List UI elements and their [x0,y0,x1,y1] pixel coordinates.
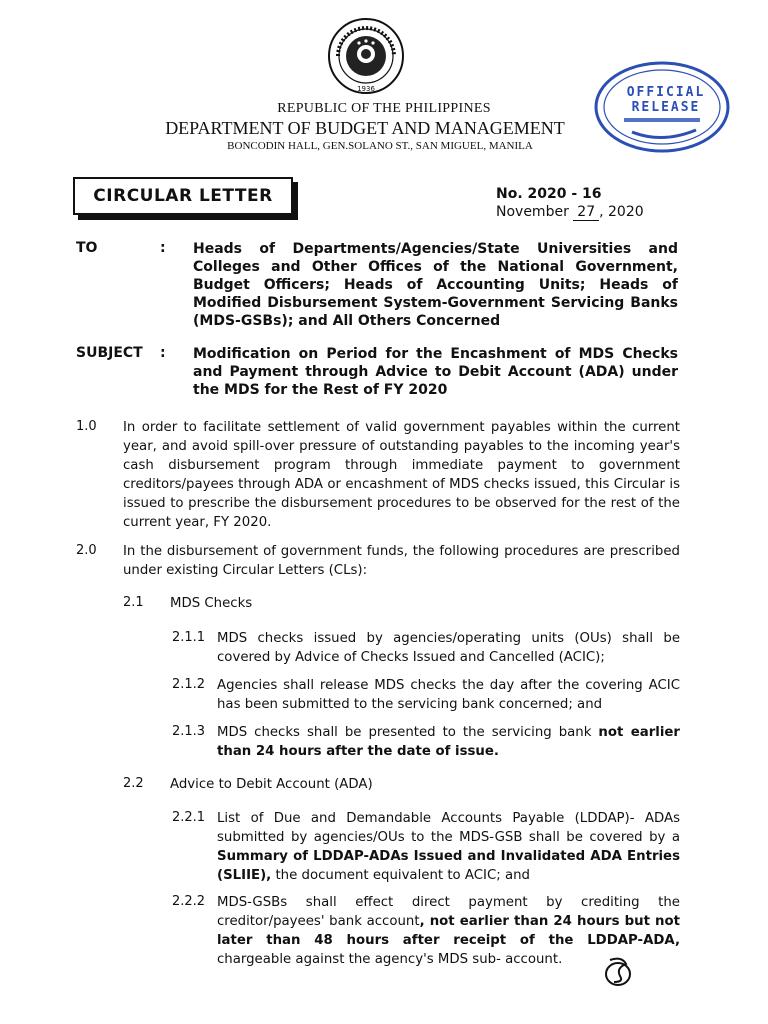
section-2-1-heading: MDS Checks [170,596,253,611]
subject-text: Modification on Period for the Encashment of MDS Checks and Payment through Advice to Debit Account (ADA) under the MDS for the Rest of FY 2020 [193,346,678,398]
svg-text:1936: 1936 [357,85,375,93]
section-2-2-1 [217,809,680,885]
circular-date [496,204,644,221]
paragraph-1: In order to facilitate settlement of valid government payables within the current year, and avoid spill-over pressure of outstanding payables to the incoming year's cash disbursement program through immediate payment to government creditors/payees through ADA or encashment of MDS checks issued, this Circular is issued to prescribe the disbursement procedures to be observed for the rest of the current year, FY 2020. [123,420,680,530]
section-number: 2.0 [76,543,97,558]
subject-label: SUBJECT [76,345,143,361]
to-label: TO [76,240,98,256]
emphasis-run: not earlier than 24 hours after the date of issue. [217,725,680,759]
emphasis-run: Summary of LDDAP-ADAs Issued and Invalidated ADA Entries (SLIIE), [217,849,680,883]
date-month: November [496,204,569,220]
section-2-1-1: MDS checks issued by agencies/operating units (OUs) shall be covered by Advice of Checks Issued and Cancelled (ACIC); [217,631,680,665]
republic-heading: REPUBLIC OF THE PHILIPPINES [277,101,491,116]
address-line: BONCODIN HALL, GEN.SOLANO ST., SAN MIGUEL, MANILA [227,140,533,152]
to-recipients: Heads of Departments/Agencies/State Universities and Colleges and Other Offices of the National Government, Budget Officers; Heads of Accounting Units; Heads of Modified Disbursement System-Government Servicing Banks (MDS-GSBs); and All Others Concerned [193,241,678,329]
section-number: 2.2.2 [172,894,206,909]
text-run: MDS-GSBs shall effect direct payment by crediting the creditor/payees' bank account [217,895,680,929]
date-day: 27 [573,204,599,221]
section-2-1-3 [217,723,680,761]
paragraph-2: In the disbursement of government funds, the following procedures are prescribed under existing Circular Letters (CLs): [123,544,680,578]
section-number: 2.2.1 [172,810,206,825]
section-number: 2.1.1 [172,630,206,645]
text-run: chargeable against the agency's MDS sub- account. [217,952,563,967]
svg-text:RELEASE: RELEASE [631,100,701,115]
subject-colon: : [160,345,166,361]
dbm-seal-icon [326,16,406,96]
svg-text:OFFICIAL: OFFICIAL [626,85,706,100]
department-heading: DEPARTMENT OF BUDGET AND MANAGEMENT [165,118,565,138]
circular-letter-box [73,177,293,215]
section-2-2-heading: Advice to Debit Account (ADA) [170,777,373,792]
date-year: , 2020 [599,204,644,220]
emphasis-run: , not earlier than 24 hours but not later than 48 hours after receipt of the LDDAP-ADA, [217,914,680,948]
text-run: MDS checks shall be presented to the servicing bank [217,725,599,740]
text-run: the document equivalent to ACIC; and [271,868,530,883]
to-colon: : [160,240,166,256]
circular-letter-label: CIRCULAR LETTER [93,186,273,206]
text-run: List of Due and Demandable Accounts Payable (LDDAP)- ADAs submitted by agencies/OUs to the MDS-GSB shall be covered by a [217,811,680,845]
section-number: 2.1.3 [172,724,206,739]
section-2-1-2: Agencies shall release MDS checks the day after the covering ACIC has been submitted to the servicing bank concerned; and [217,678,680,712]
circular-number: No. 2020 - 16 [496,186,602,202]
section-number: 2.1.2 [172,677,206,692]
section-number: 2.2 [123,776,144,791]
section-number: 2.1 [123,595,144,610]
handwritten-initial-icon [596,954,640,990]
section-number: 1.0 [76,419,97,434]
